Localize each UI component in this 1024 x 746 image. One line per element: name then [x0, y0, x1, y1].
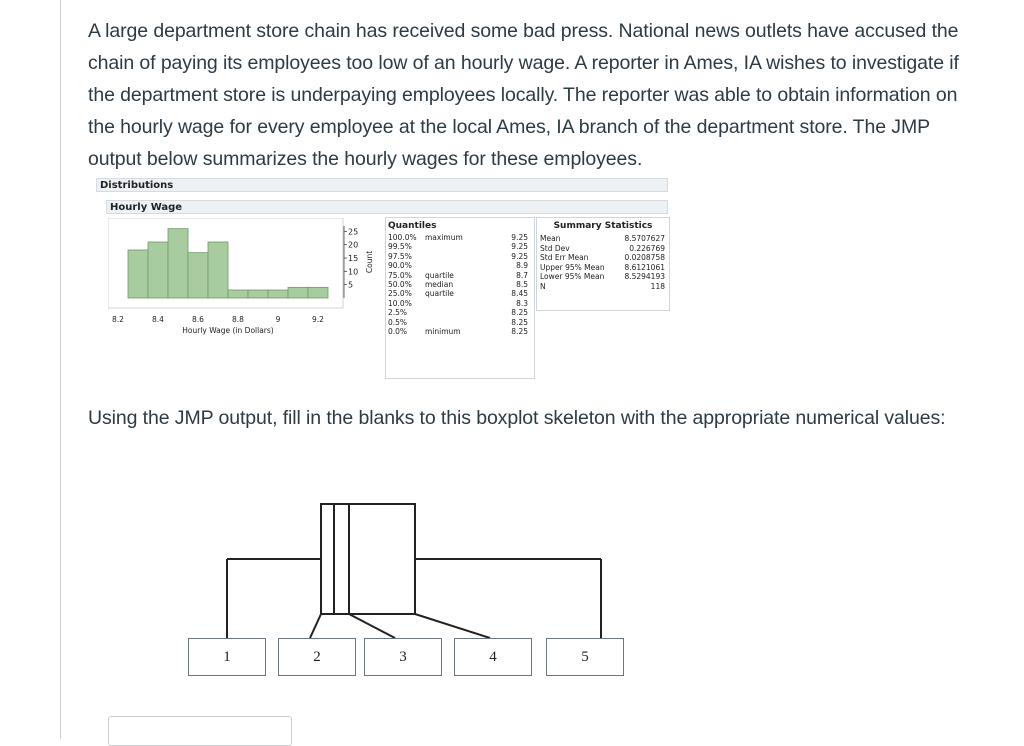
y-tick-label: 25: [348, 227, 359, 237]
quantile-label: median: [425, 280, 454, 289]
summary-row: [540, 263, 665, 272]
question-prompt: Using the JMP output, fill in the blanks to this boxplot skeleton with the appropriate numerical values:: [88, 407, 946, 429]
quantile-value: 8.25: [511, 308, 528, 318]
quantile-row: [388, 318, 528, 327]
summary-value: 8.6121061: [624, 262, 665, 272]
quantile-row: [388, 261, 528, 270]
histogram-bar: [208, 242, 228, 298]
quantile-value: 8.25: [511, 317, 528, 327]
y-axis-label: Count: [365, 250, 374, 274]
x-tick-label: 9: [275, 315, 281, 324]
quantile-percent: 0.5%: [388, 317, 408, 327]
quantile-row: [388, 299, 528, 308]
quantile-row: [388, 308, 528, 317]
y-tick-label: 10: [348, 267, 359, 277]
summary-label: Std Dev: [540, 243, 570, 253]
y-tick-label: 20: [348, 240, 359, 250]
summary-row: [540, 234, 665, 243]
x-tick-label: 8.8: [232, 315, 244, 324]
quantile-percent: 2.5%: [388, 308, 408, 318]
summary-value: 0.226769: [629, 243, 665, 253]
quantile-row: [388, 271, 528, 280]
histogram-bar: [188, 253, 208, 298]
pointer-4: [415, 614, 490, 638]
blank-4: 4: [454, 638, 532, 676]
summary-label: Std Err Mean: [540, 253, 589, 262]
blank-3: 3: [364, 638, 442, 676]
x-tick-label: 8.6: [192, 315, 204, 324]
quantile-label: maximum: [425, 233, 463, 242]
histogram-bar: [308, 287, 328, 298]
blank-5: 5: [546, 638, 624, 676]
blank-2: 2: [278, 638, 356, 676]
question-intro: A large department store chain has received some bad press. National news outlets have accused the chain of paying its employees too low of an hourly wage. A reporter in Ames, IA wishes to investigate if the department store is underpaying employees locally. The reporter was able to obtain information on the hourly wage for every employee at the local Ames, IA branch of the department store. The JMP output below summarizes the hourly wages for these employees.: [88, 20, 959, 170]
summary-label: Mean: [540, 234, 561, 243]
summary-value: 0.0208758: [624, 253, 665, 262]
quantile-label: quartile: [425, 289, 454, 299]
blank-1: 1: [188, 638, 266, 676]
summary-label: Upper 95% Mean: [540, 262, 605, 272]
quantile-value: 8.9: [516, 261, 528, 271]
hourly-wage-header: Hourly Wage: [106, 200, 668, 214]
quantile-value: 9.25: [511, 242, 528, 252]
quantile-label: quartile: [425, 270, 454, 280]
summary-value: 118: [650, 281, 665, 291]
x-tick-label: 8.4: [152, 315, 164, 324]
histogram-bar: [128, 250, 148, 298]
summary-label: Lower 95% Mean: [540, 272, 605, 281]
quantile-value: 8.7: [516, 270, 528, 280]
quantile-percent: 50.0%: [388, 280, 412, 289]
summary-value: 8.5294193: [624, 272, 665, 281]
quantile-row: [388, 252, 528, 261]
y-tick-label: 5: [348, 280, 354, 290]
quantile-value: 8.45: [511, 289, 528, 299]
quantiles-table: [385, 217, 535, 379]
quantiles-title: Quantiles: [388, 221, 437, 231]
histogram-bar: [168, 229, 188, 298]
quantile-value: 8.3: [516, 298, 528, 308]
histogram-bar: [148, 242, 168, 298]
x-axis-label: Hourly Wage (in Dollars): [182, 326, 274, 335]
quantile-percent: 97.5%: [388, 251, 412, 261]
histogram-bar: [268, 290, 288, 298]
quantile-percent: 75.0%: [388, 270, 412, 280]
quantile-value: 8.25: [511, 327, 528, 336]
answer-input[interactable]: [108, 716, 292, 746]
summary-statistics-table: [536, 217, 670, 311]
quantile-percent: 90.0%: [388, 261, 412, 271]
distributions-header: Distributions: [96, 178, 668, 192]
quantile-row: [388, 242, 528, 251]
quantile-percent: 99.5%: [388, 242, 412, 252]
summary-label: N: [540, 281, 546, 291]
pointer-2: [310, 614, 321, 638]
quantile-percent: 0.0%: [388, 327, 408, 336]
summary-value: 8.5707627: [624, 234, 665, 243]
x-tick-label: 9.2: [312, 315, 324, 324]
quantile-row: [388, 280, 528, 289]
summary-statistics-title: Summary Statistics: [553, 221, 653, 231]
quantile-row: [388, 327, 528, 336]
jmp-output: [96, 178, 670, 380]
quantile-label: minimum: [425, 327, 461, 336]
summary-row: [540, 272, 665, 281]
y-tick-label: 15: [348, 254, 359, 263]
quantile-percent: 10.0%: [388, 298, 412, 308]
quantile-value: 9.25: [511, 233, 528, 242]
histogram-bar: [228, 290, 248, 298]
quantile-row: [388, 233, 528, 242]
quantile-percent: 25.0%: [388, 289, 412, 299]
quantile-percent: 100.0%: [388, 233, 417, 242]
histogram-bar: [288, 287, 308, 298]
quantile-value: 8.5: [516, 280, 528, 289]
summary-row: [540, 253, 665, 262]
box-outer: [321, 504, 415, 614]
summary-row: [540, 282, 665, 291]
summary-row: [540, 244, 665, 253]
x-tick-label: 8.2: [112, 315, 124, 324]
quantile-row: [388, 289, 528, 298]
pointer-3: [349, 614, 395, 638]
quantile-value: 9.25: [511, 251, 528, 261]
histogram-bar: [248, 290, 268, 298]
content-left-border: [60, 0, 61, 739]
